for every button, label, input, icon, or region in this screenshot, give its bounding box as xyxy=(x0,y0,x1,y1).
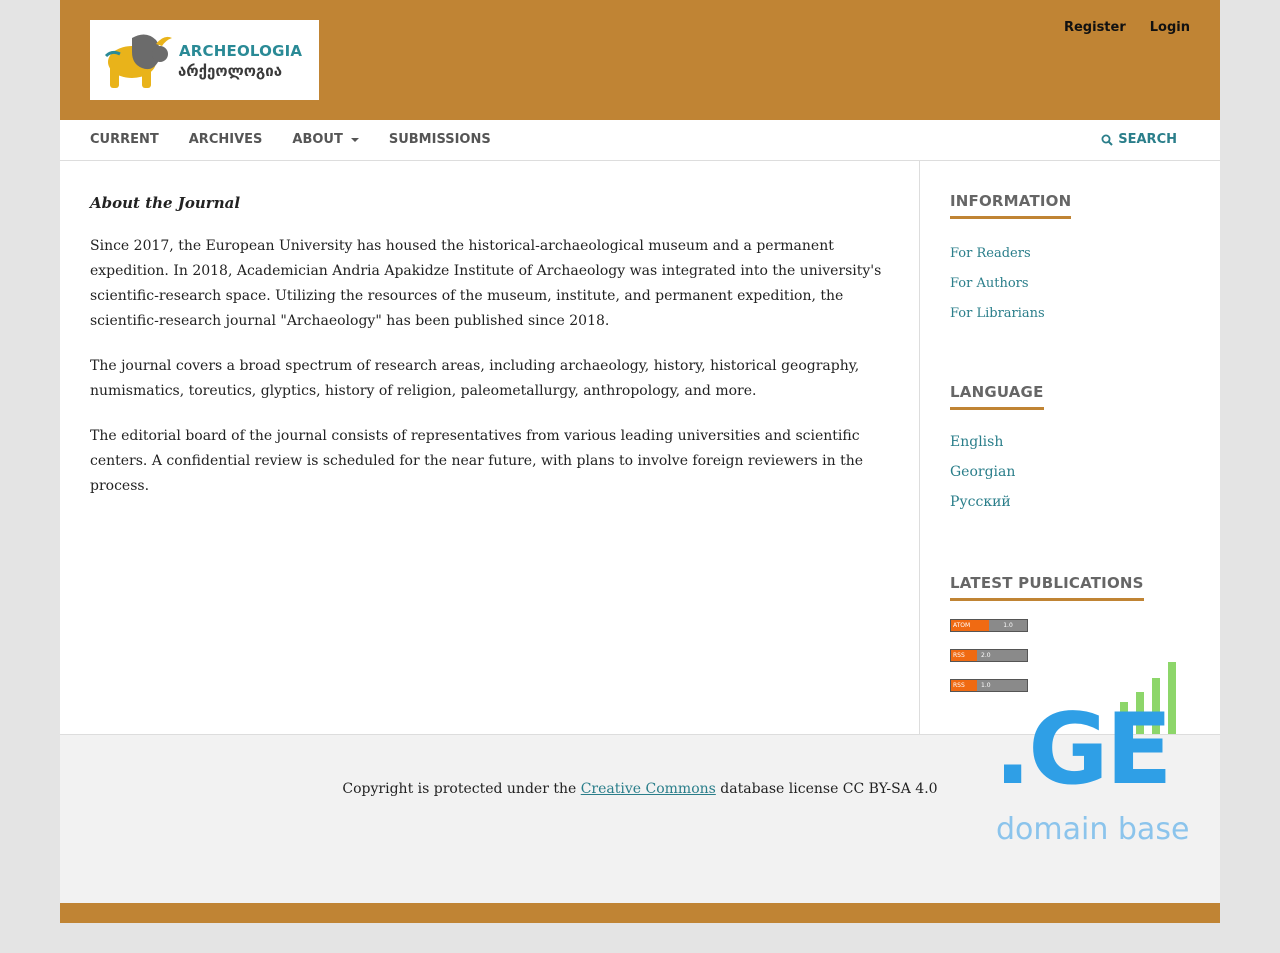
page-title: About the Journal xyxy=(90,194,241,212)
for-authors-link[interactable]: For Authors xyxy=(950,276,1029,291)
register-link[interactable]: Register xyxy=(1063,20,1126,35)
atom-feed-badge[interactable] xyxy=(950,619,1028,632)
for-librarians-link[interactable]: For Librarians xyxy=(950,306,1045,321)
ge-mark: .GE xyxy=(994,693,1170,807)
information-links xyxy=(950,239,1045,329)
copyright-text: database license CC BY-SA 4.0 xyxy=(720,781,938,797)
language-georgian-link[interactable]: Georgian xyxy=(950,464,1016,480)
creative-commons-link[interactable]: Creative Commons xyxy=(580,781,716,797)
feed-badge-left: ATOM xyxy=(951,620,989,631)
logo-text-latin: ARCHEOLOGIA xyxy=(179,42,303,60)
language-russian-link[interactable]: Русский xyxy=(950,494,1011,510)
site-logo[interactable] xyxy=(90,20,319,100)
nav-item-about[interactable] xyxy=(292,120,358,160)
feed-badge-right: 1.0 xyxy=(977,680,1027,691)
domain-base-watermark xyxy=(994,660,1194,850)
bull-figurine-icon xyxy=(102,28,174,92)
for-readers-link[interactable]: For Readers xyxy=(950,246,1031,261)
feed-badge-right: 1.0 xyxy=(989,620,1027,631)
nav-item-submissions[interactable] xyxy=(389,120,491,160)
copyright-text: Copyright is protected under the xyxy=(342,781,577,797)
latest-publications-title: LATEST PUBLICATIONS xyxy=(950,574,1144,601)
language-block xyxy=(950,382,1044,410)
footer-bar xyxy=(60,903,1220,923)
nav-item-label: CURRENT xyxy=(90,132,159,147)
logo-text-georgian: არქეოლოგია xyxy=(178,62,283,80)
language-title: LANGUAGE xyxy=(950,383,1044,410)
nav-item-label: SUBMISSIONS xyxy=(388,132,491,147)
feed-badge-left: RSS xyxy=(951,650,977,661)
nav-item-archives[interactable] xyxy=(189,120,263,160)
search-icon xyxy=(1101,134,1113,146)
feed-badge-right: 2.0 xyxy=(977,650,1027,661)
site-header xyxy=(60,0,1220,120)
paragraph: The editorial board of the journal consists of representatives from various leading universities and scientific centers. A confidential review is scheduled for the near future, with plans to involve foreign reviewers in the process. xyxy=(90,428,864,494)
latest-publications-block xyxy=(950,573,1144,601)
user-nav xyxy=(1064,18,1190,38)
paragraph: Since 2017, the European University has housed the historical-archaeological museum and a permanent expedition. In 2018, Academician Andria Apakidze Institute of Archaeology was integrated into the university's scientific-research space. Utilizing the resources of the museum, institute, and permanent expedition, the scientific-research journal "Archaeology" has been published since 2018. xyxy=(90,238,882,329)
language-english-link[interactable]: English xyxy=(950,434,1004,450)
information-block xyxy=(950,191,1071,219)
domain-base-label: domain base xyxy=(996,812,1190,847)
nav-item-label: ABOUT xyxy=(292,132,343,147)
search-link[interactable] xyxy=(1101,120,1177,160)
information-title: INFORMATION xyxy=(950,192,1071,219)
search-label: SEARCH xyxy=(1118,132,1177,147)
login-link[interactable]: Login xyxy=(1149,20,1190,35)
paragraph: The journal covers a broad spectrum of research areas, including archaeology, history, historical geography, numismatics, toreutics, glyptics, history of religion, paleometallurgy, anthropology, and more. xyxy=(90,358,860,399)
primary-nav xyxy=(60,120,1220,161)
feed-badge-left: RSS xyxy=(951,680,977,691)
language-links xyxy=(950,427,1015,517)
nav-item-current[interactable] xyxy=(90,120,159,160)
caret-down-icon xyxy=(351,138,359,142)
main-content xyxy=(60,161,920,734)
nav-item-label: ARCHIVES xyxy=(188,132,263,147)
